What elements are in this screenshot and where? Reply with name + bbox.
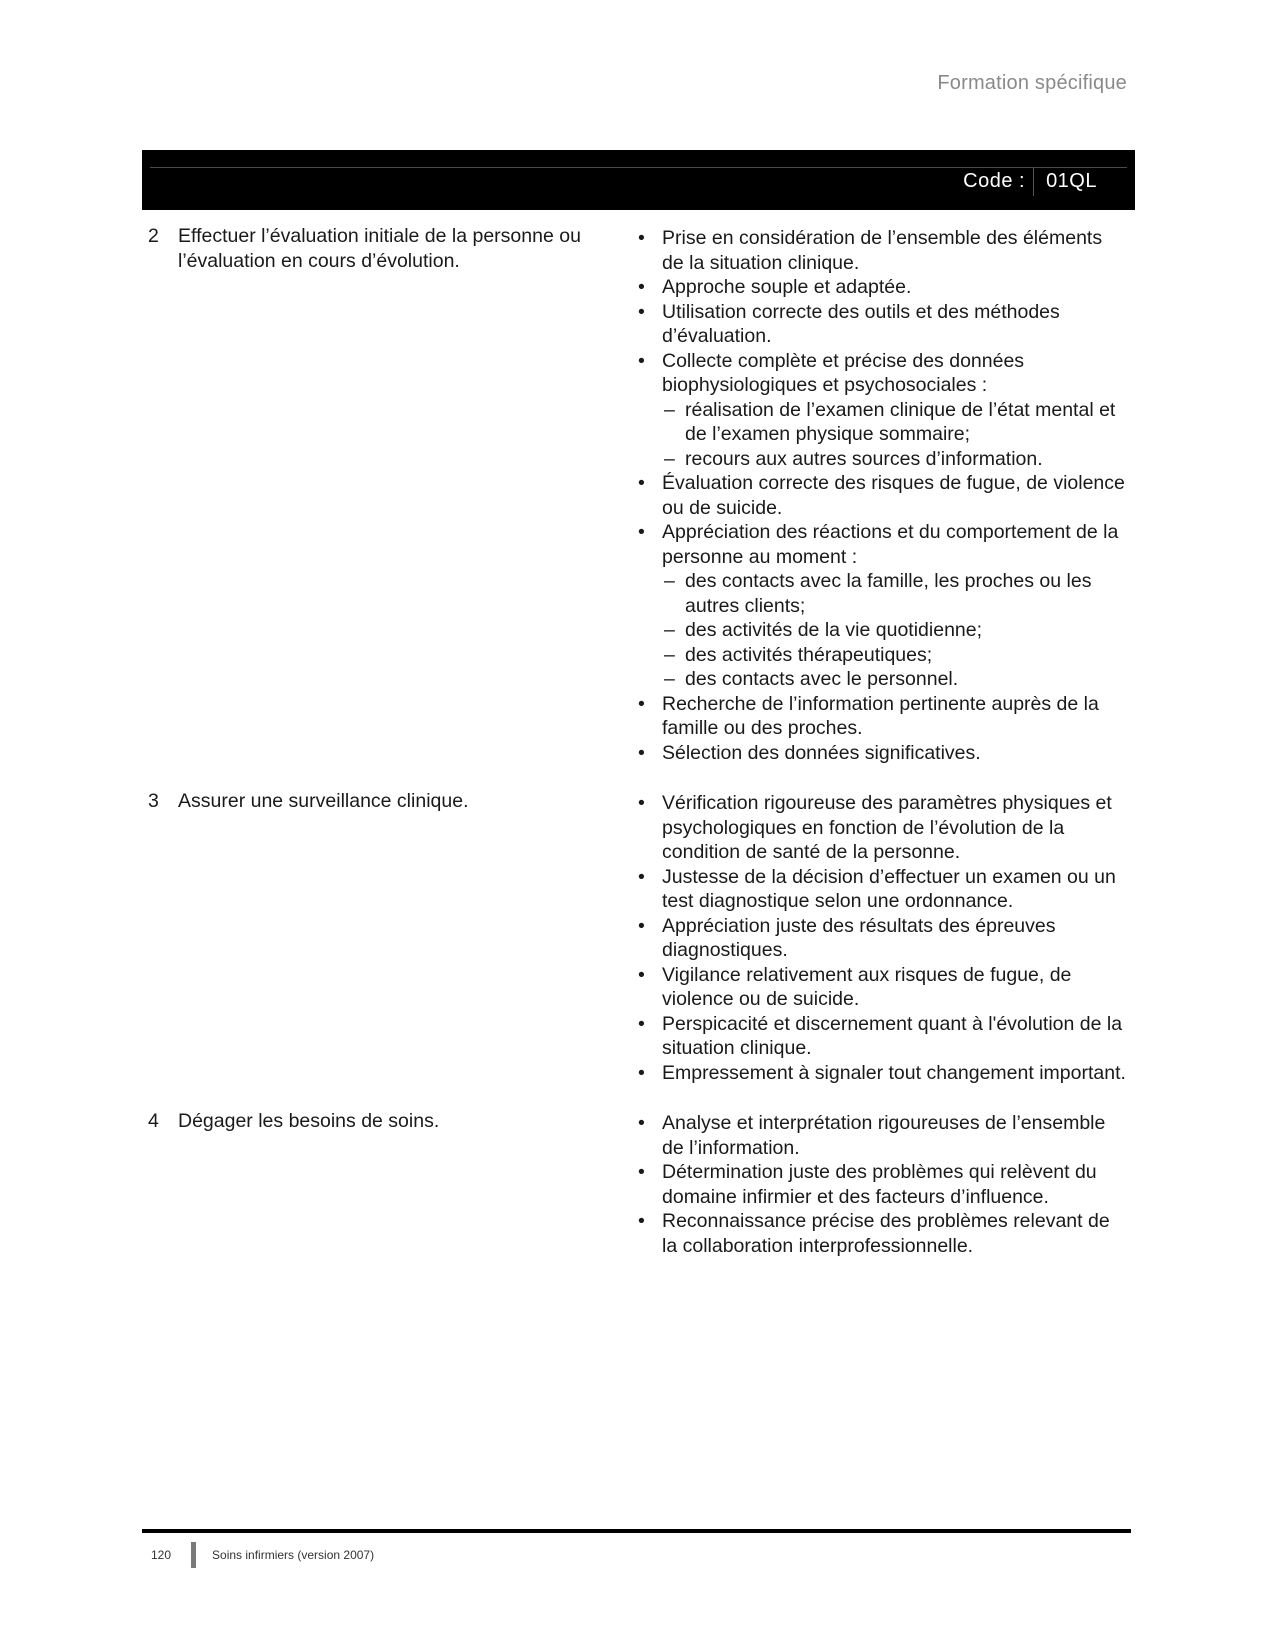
criteria-item — [638, 692, 1128, 741]
criteria-item — [638, 1160, 1128, 1209]
element-statement — [148, 1109, 638, 1258]
criteria-item — [638, 791, 1128, 865]
element-statement — [148, 224, 638, 765]
document-title: Soins infirmiers (version 2007) — [212, 1548, 375, 1562]
code-text — [963, 167, 1097, 196]
performance-criteria — [638, 1109, 1128, 1258]
criteria-list — [638, 226, 1128, 765]
criteria-item — [638, 741, 1128, 766]
criteria-text: Perspicacité et discernement quant à l'évolution de la situation clinique. — [662, 1012, 1123, 1059]
criteria-item — [638, 520, 1128, 692]
criteria-item — [638, 1061, 1128, 1086]
criteria-item — [638, 275, 1128, 300]
criteria-item — [638, 226, 1128, 275]
criteria-item — [638, 349, 1128, 472]
sub-criteria-item: – recours aux autres sources d’information. — [662, 447, 1128, 472]
element-title: Assurer une surveillance clinique. — [178, 790, 469, 812]
criteria-text: Approche souple et adaptée. — [662, 276, 912, 298]
criteria-text: Appréciation juste des résultats des épreuves diagnostiques. — [662, 914, 1056, 961]
criteria-text: Utilisation correcte des outils et des méthodes d’évaluation. — [662, 300, 1060, 347]
element-number: 3 — [148, 790, 159, 812]
criteria-text: Détermination juste des problèmes qui relèvent du domaine infirmier et des facteurs d’influence. — [662, 1161, 1097, 1208]
criteria-text: Analyse et interprétation rigoureuses de l’ensemble de l’information. — [662, 1112, 1106, 1159]
criteria-text: Recherche de l’information pertinente auprès de la famille ou des proches. — [662, 692, 1099, 739]
element-title: Effectuer l’évaluation initiale de la personne ou l’évaluation en cours d’évolution. — [178, 225, 581, 272]
performance-criteria — [638, 789, 1128, 1085]
sub-criteria-list — [662, 569, 1128, 692]
criteria-item — [638, 300, 1128, 349]
criteria-item — [638, 865, 1128, 914]
sub-criteria-item: – réalisation de l’examen clinique de l’état mental et de l’examen physique sommaire; — [662, 398, 1128, 447]
sub-criteria-item: – des contacts avec le personnel. — [662, 667, 1128, 692]
sub-criteria-list — [662, 398, 1128, 472]
criteria-item — [638, 1209, 1128, 1258]
element-row — [148, 1109, 1133, 1258]
criteria-text: Collecte complète et précise des données biophysiologiques et psychosociales : — [662, 349, 1025, 396]
page-header-title: Formation spécifique — [937, 72, 1127, 94]
criteria-item — [638, 471, 1128, 520]
element-statement — [148, 789, 638, 1085]
sub-criteria-item: – des activités thérapeutiques; — [662, 643, 1128, 668]
footer-rule — [142, 1529, 1131, 1533]
criteria-text: Reconnaissance précise des problèmes relevant de la collaboration interprofessionnelle. — [662, 1210, 1110, 1257]
criteria-text: Évaluation correcte des risques de fugue, de violence ou de suicide. — [662, 472, 1125, 519]
footer-divider — [191, 1542, 196, 1568]
criteria-text: Sélection des données significatives. — [662, 741, 981, 764]
criteria-item — [638, 1012, 1128, 1061]
page-number: 120 — [151, 1548, 172, 1562]
criteria-item — [638, 914, 1128, 963]
element-row — [148, 224, 1133, 765]
code-value: 01QL — [1033, 167, 1097, 196]
code-bar — [142, 150, 1135, 210]
element-number: 2 — [148, 225, 159, 247]
code-label: Code : — [963, 170, 1026, 192]
criteria-text: Appréciation des réactions et du comportement de la personne au moment : — [662, 521, 1119, 568]
page-footer — [151, 1540, 374, 1570]
element-title: Dégager les besoins de soins. — [178, 1110, 440, 1132]
element-number: 4 — [148, 1110, 159, 1132]
sub-criteria-item: – des activités de la vie quotidienne; — [662, 618, 1128, 643]
criteria-text: Vérification rigoureuse des paramètres physiques et psychologiques en fonction de l’évolution de la condition de santé de la personne. — [662, 792, 1112, 863]
criteria-list — [638, 791, 1128, 1085]
elements-table — [148, 224, 1133, 1282]
element-row — [148, 789, 1133, 1085]
criteria-text: Prise en considération de l’ensemble des éléments de la situation clinique. — [662, 227, 1103, 274]
criteria-text: Justesse de la décision d’effectuer un examen ou un test diagnostique selon une ordonnance. — [662, 865, 1116, 912]
criteria-text: Empressement à signaler tout changement important. — [662, 1061, 1126, 1084]
sub-criteria-item: – des contacts avec la famille, les proches ou les autres clients; — [662, 569, 1128, 618]
criteria-item — [638, 963, 1128, 1012]
criteria-list — [638, 1111, 1128, 1258]
criteria-item — [638, 1111, 1128, 1160]
performance-criteria — [638, 224, 1128, 765]
criteria-text: Vigilance relativement aux risques de fugue, de violence ou de suicide. — [662, 963, 1072, 1010]
